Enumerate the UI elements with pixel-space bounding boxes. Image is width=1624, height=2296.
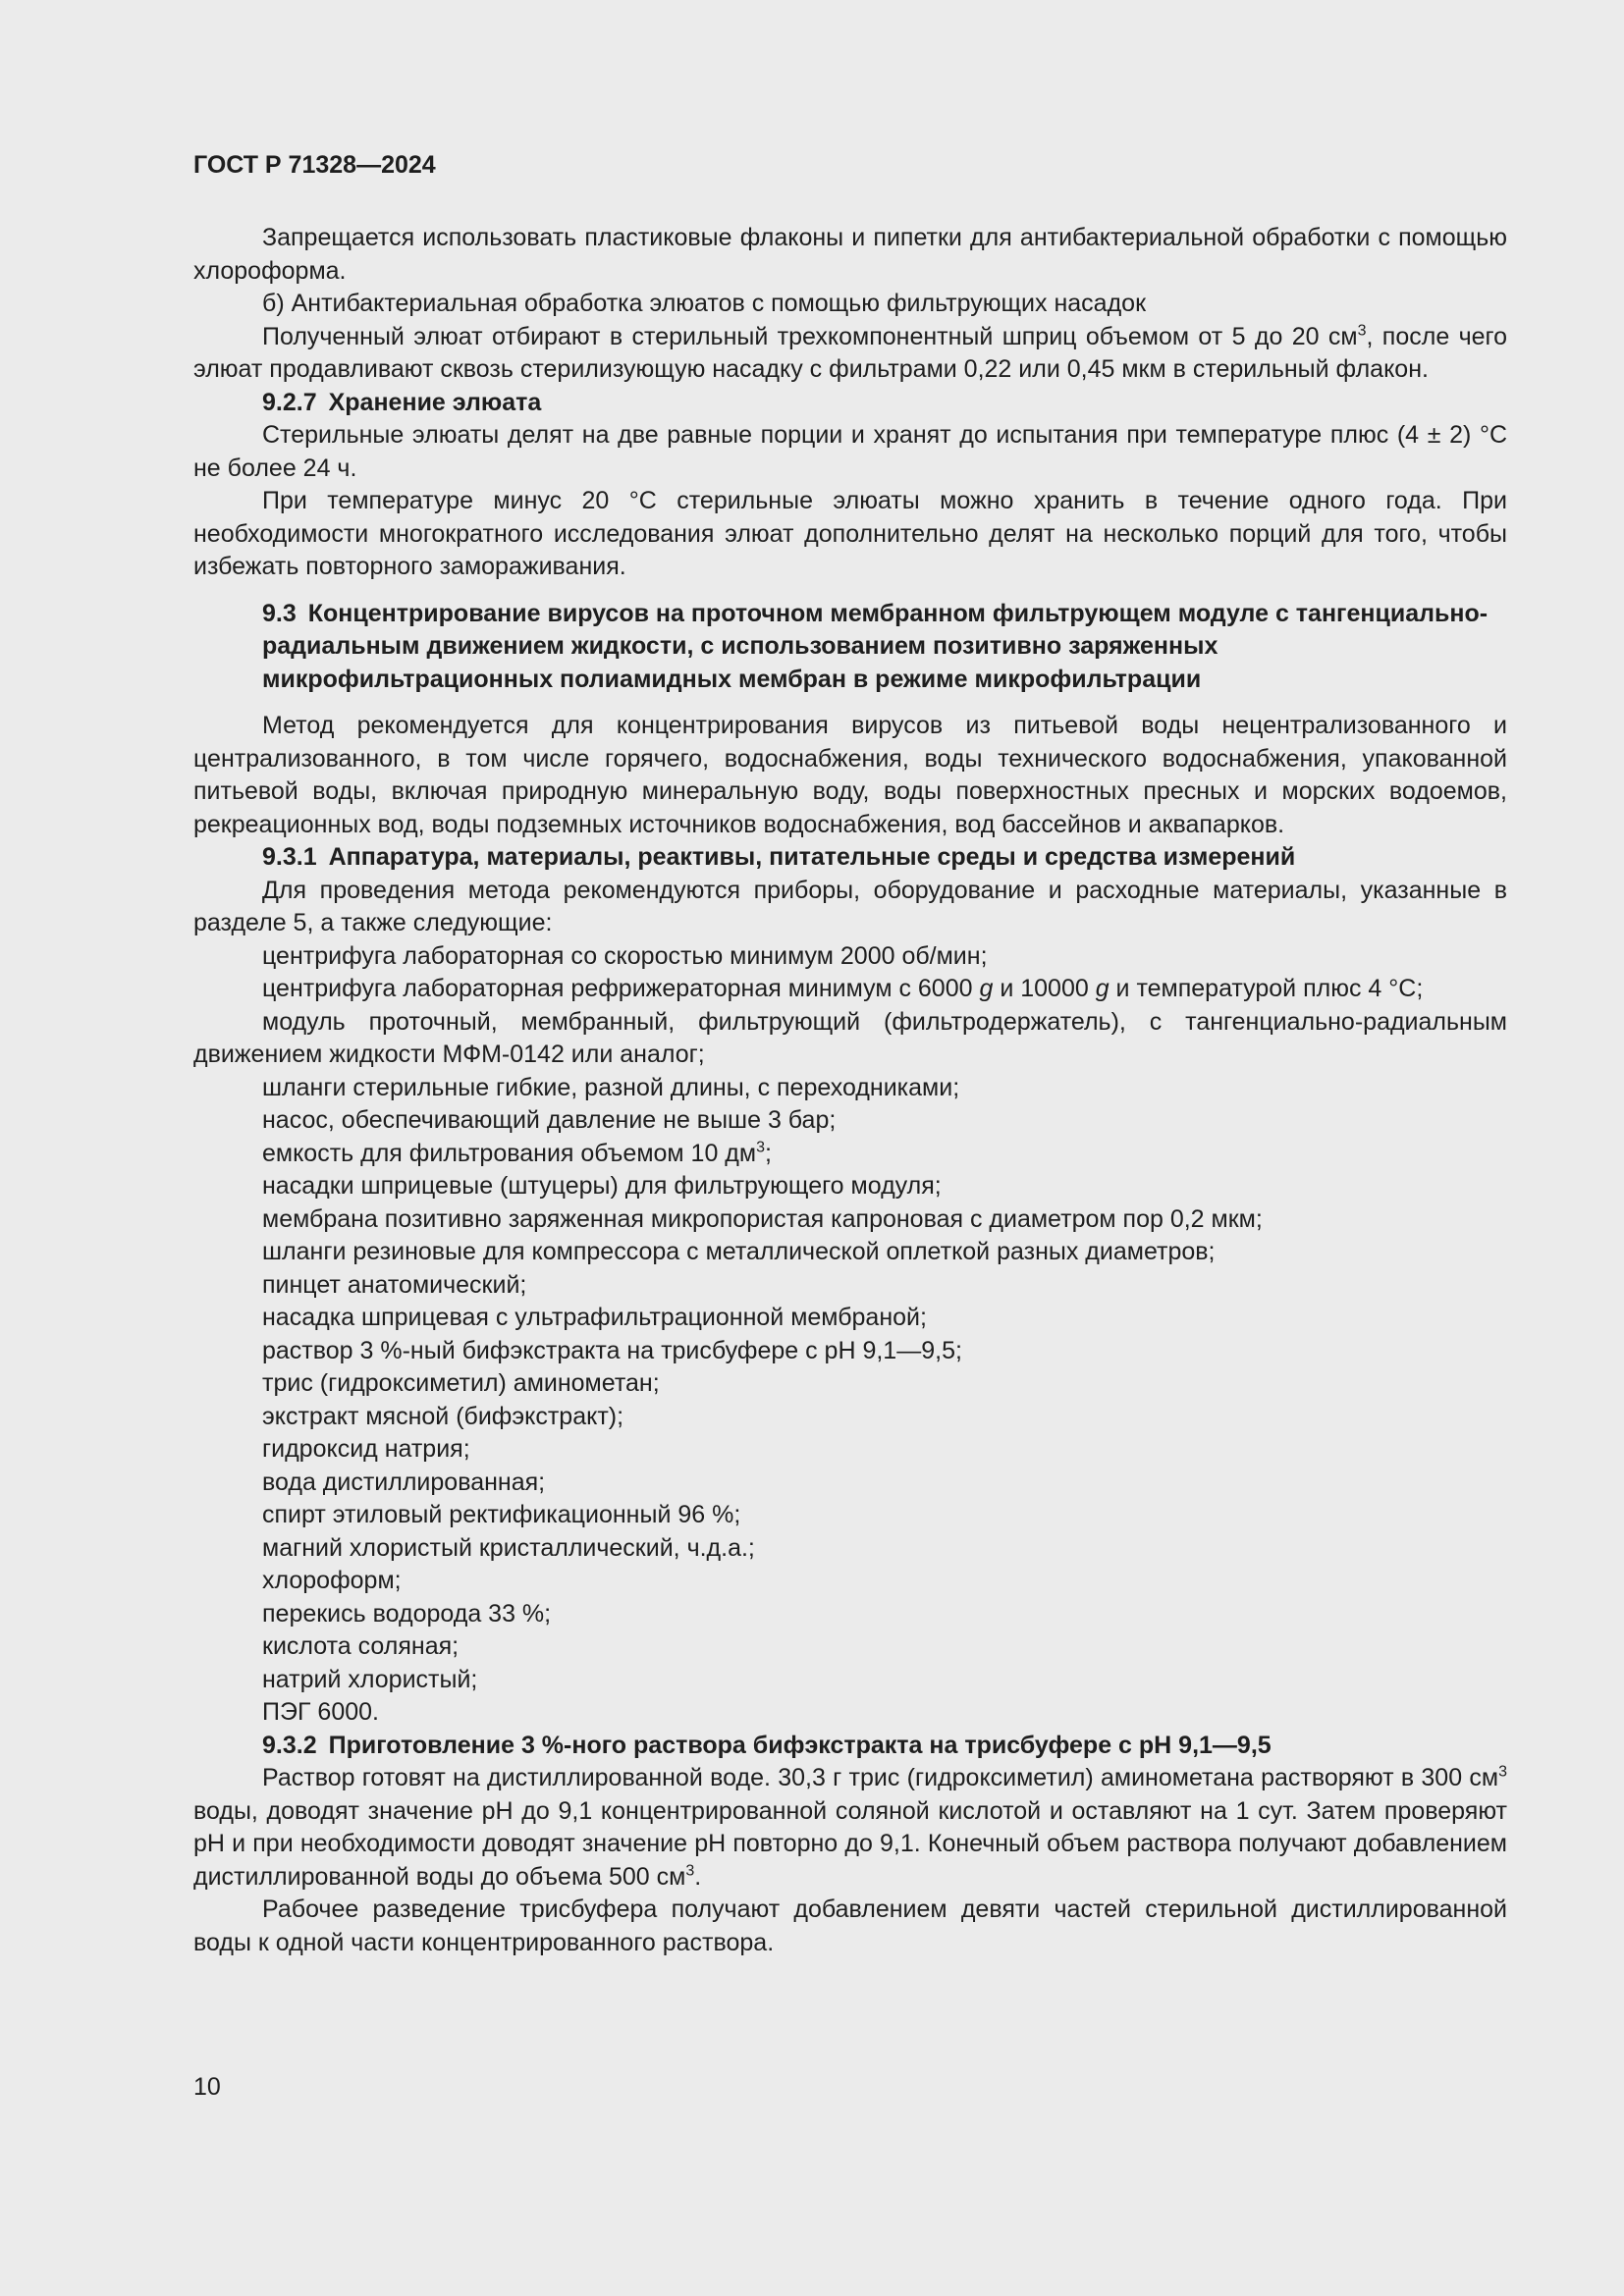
paragraph: Для проведения метода рекомендуются приборы, оборудование и расходные материалы, указанные в разделе 5, а также следующие: xyxy=(193,876,1507,936)
list-item: насадка шприцевая с ультрафильтрационной мембраной; xyxy=(262,1304,927,1331)
section-heading-9-3-1: 9.3.1 Аппаратура, материалы, реактивы, питательные среды и средства измерений xyxy=(262,843,1296,871)
document-header: ГОСТ Р 71328—2024 xyxy=(193,151,436,179)
list-item: перекись водорода 33 %; xyxy=(262,1599,552,1628)
list-item: центрифуга лабораторная рефрижераторная минимум с 6000 g и 10000 g и температурой плюс 4 °С; xyxy=(262,975,1424,1002)
section-heading-9-2-7: 9.2.7 Хранение элюата xyxy=(262,388,542,416)
document-page xyxy=(193,147,1507,1959)
paragraph: Метод рекомендуется для концентрирования вирусов из питьевой воды нецентрализованного и централизованного, в том числе горячего, водоснабжения, воды технического водоснабжения, упакованной питьевой воды, включая природную минеральную воду, воды поверхностных пресных и морских водоемов, рекреационных вод, воды подземных источников водоснабжения, вод бассейнов и аквапарков. xyxy=(193,712,1507,838)
section-heading-9-3-2: 9.3.2 Приготовление 3 %-ного раствора бифэкстракта на трисбуфере с рН 9,1—9,5 xyxy=(262,1731,1272,1759)
paragraph: Полученный элюат отбирают в стерильный трехкомпонентный шприц объемом от 5 до 20 $см^3$, после чего элюат продавливают сквозь стерилизующую насадку с фильтрами 0,22 или 0,45 мкм в стерильный флакон. xyxy=(193,322,1507,383)
list-item: насадки шприцевые (штуцеры) для фильтрующего модуля; xyxy=(262,1172,942,1200)
list-item: экстракт мясной (бифэкстракт); xyxy=(262,1402,624,1430)
page-number: 10 xyxy=(193,2073,221,2101)
list-item: модуль проточный, мембранный, фильтрующий (фильтродержатель), с тангенциально-радиальным движением жидкости МФМ-0142 или аналог; xyxy=(193,1007,1507,1068)
list-item: вода дистиллированная; xyxy=(262,1468,546,1496)
list-item: спирт этиловый ректификационный 96 %; xyxy=(262,1501,741,1528)
paragraph: Рабочее разведение трисбуфера получают добавлением девяти частей стерильной дистиллированной воды к одной части концентрированного раствора. xyxy=(193,1896,1507,1956)
list-item: насос, обеспечивающий давление не выше 3 бар; xyxy=(262,1106,837,1134)
list-item: шланги стерильные гибкие, разной длины, с переходниками; xyxy=(262,1073,960,1101)
list-item: центрифуга лабораторная со скоростью минимум 2000 об/мин; xyxy=(262,941,988,970)
paragraph: б) Антибактериальная обработка элюатов с помощью фильтрующих насадок xyxy=(262,290,1146,317)
list-item: гидроксид натрия; xyxy=(262,1435,470,1463)
list-item: кислота соляная; xyxy=(262,1632,460,1660)
paragraph: Раствор готовят на дистиллированной воде. 30,3 г трис (гидроксиметил) аминометана растворяют в 300 $см^3$ воды, доводят значение рН до 9,1 концентрированной соляной кислотой и оставляют на 1 сут. Затем проверяют рН и при необходимости доводят значение рН повторно до 9,1. Конечный объем раствора получают добавлением дистиллированной воды до объема 500 $см^3$. xyxy=(193,1763,1507,1891)
list-item: шланги резиновые для компрессора с металлической оплеткой разных диаметров; xyxy=(262,1238,1216,1265)
list-item: емкость для фильтрования объемом 10 $дм^3$; xyxy=(262,1139,772,1167)
paragraph: При температуре минус 20 °С стерильные элюаты можно хранить в течение одного года. При необходимости многократного исследования элюат дополнительно делят на несколько порций для того, чтобы избежать повторного замораживания. xyxy=(193,487,1507,580)
list-item: натрий хлористый; xyxy=(262,1665,478,1693)
list-item: трис (гидроксиметил) аминометан; xyxy=(262,1369,660,1397)
list-item: раствор 3 %-ный бифэкстракта на трисбуфере с рН 9,1—9,5; xyxy=(262,1336,962,1364)
list-item: мембрана позитивно заряженная микропористая капроновая с диаметром пор 0,2 мкм; xyxy=(262,1204,1263,1233)
list-item: хлороформ; xyxy=(262,1567,402,1594)
section-heading-9-3: 9.3 Концентрирование вирусов на проточном мембранном фильтрующем модуле с тангенциально-радиальным движением жидкости, с использованием позитивно заряженных микрофильтрационных полиамидных мембран в режиме микрофильтрации xyxy=(262,599,1489,693)
list-item: ПЭГ 6000. xyxy=(262,1698,379,1726)
list-item: пинцет анатомический; xyxy=(262,1270,527,1299)
paragraph: Стерильные элюаты делят на две равные порции и хранят до испытания при температуре плюс (4 ± 2) °С не более 24 ч. xyxy=(193,421,1507,482)
list-item: магний хлористый кристаллический, ч.д.а.; xyxy=(262,1533,755,1562)
paragraph: Запрещается использовать пластиковые флаконы и пипетки для антибактериальной обработки с помощью хлороформа. xyxy=(193,224,1507,285)
